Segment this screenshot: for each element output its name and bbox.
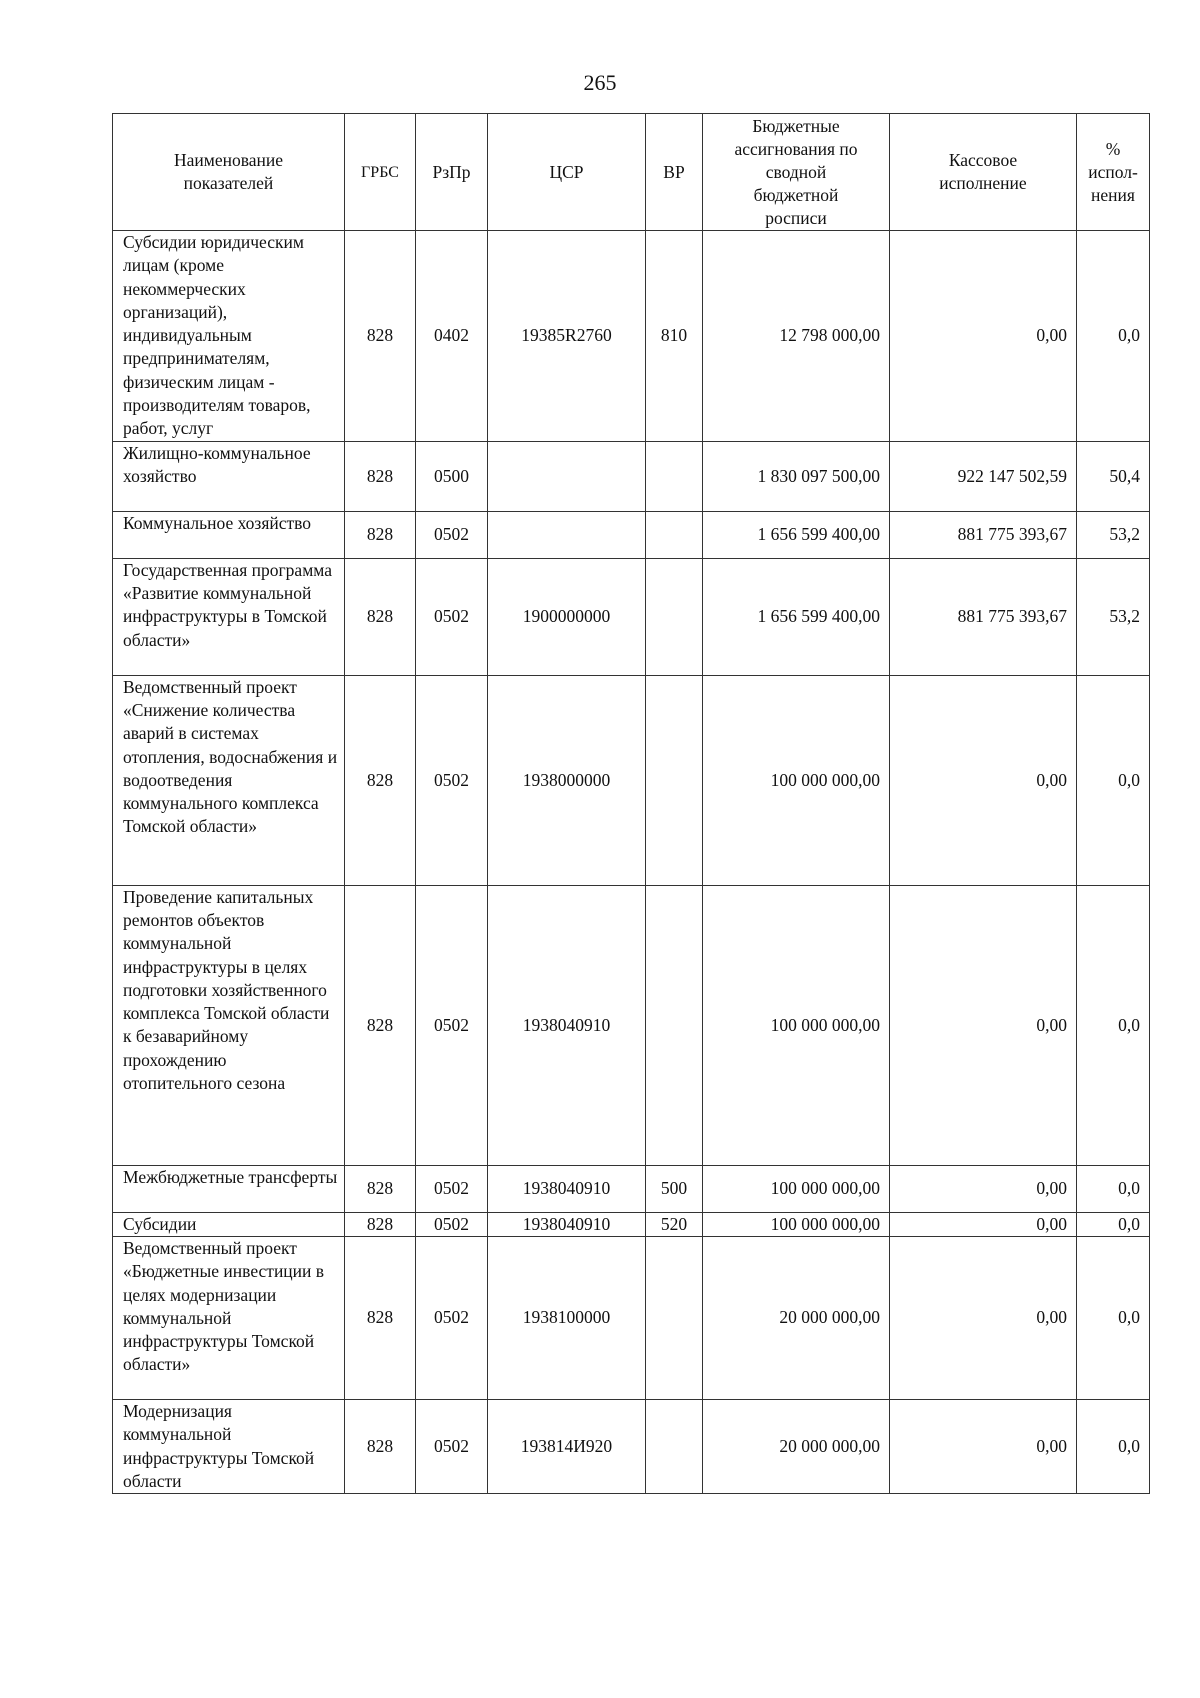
column-header-grbs: ГРБС [345, 114, 416, 231]
cell-vr [646, 558, 703, 675]
table-row [113, 1236, 1150, 1399]
cell-rzpr: 0502 [416, 885, 488, 1165]
table-row [113, 885, 1150, 1165]
cell-percent: 0,0 [1077, 675, 1150, 885]
column-header-csr: ЦСР [488, 114, 646, 231]
cell-name: Межбюджетные трансферты [113, 1165, 345, 1212]
table-row [113, 231, 1150, 442]
cell-execution: 0,00 [890, 885, 1077, 1165]
cell-vr [646, 511, 703, 558]
cell-rzpr: 0402 [416, 231, 488, 442]
budget-table [112, 113, 1150, 1494]
table-row [113, 558, 1150, 675]
cell-execution: 881 775 393,67 [890, 511, 1077, 558]
table-row [113, 441, 1150, 511]
cell-execution: 0,00 [890, 1212, 1077, 1236]
cell-assignments: 100 000 000,00 [703, 1165, 890, 1212]
cell-vr [646, 675, 703, 885]
cell-vr: 520 [646, 1212, 703, 1236]
cell-execution: 0,00 [890, 675, 1077, 885]
cell-name: Ведомственный проект «Снижение количества аварий в системах отопления, водоснабжения и водоотведения коммунального комплекса Томской области» [113, 675, 345, 885]
cell-vr: 810 [646, 231, 703, 442]
cell-execution: 922 147 502,59 [890, 441, 1077, 511]
column-header-name: Наименование показателей [113, 114, 345, 231]
cell-csr: 19385R2760 [488, 231, 646, 442]
column-header-execution: Кассовое исполнение [890, 114, 1077, 231]
cell-assignments: 1 656 599 400,00 [703, 511, 890, 558]
cell-name: Субсидии [113, 1212, 345, 1236]
table-row [113, 1165, 1150, 1212]
cell-assignments: 1 830 097 500,00 [703, 441, 890, 511]
cell-name: Коммунальное хозяйство [113, 511, 345, 558]
cell-rzpr: 0502 [416, 1212, 488, 1236]
cell-execution: 0,00 [890, 1236, 1077, 1399]
cell-vr [646, 885, 703, 1165]
cell-percent: 0,0 [1077, 1399, 1150, 1493]
cell-grbs: 828 [345, 231, 416, 442]
cell-csr: 193814И920 [488, 1399, 646, 1493]
cell-csr: 1938040910 [488, 1212, 646, 1236]
cell-grbs: 828 [345, 1212, 416, 1236]
table-row [113, 511, 1150, 558]
cell-assignments: 20 000 000,00 [703, 1399, 890, 1493]
cell-percent: 0,0 [1077, 231, 1150, 442]
cell-grbs: 828 [345, 558, 416, 675]
table-row [113, 1212, 1150, 1236]
cell-name: Проведение капитальных ремонтов объектов коммунальной инфраструктуры в целях подготовки хозяйственного комплекса Томской области к безаварийному прохождению отопительного сезона [113, 885, 345, 1165]
cell-grbs: 828 [345, 441, 416, 511]
cell-csr: 1938040910 [488, 1165, 646, 1212]
cell-assignments: 100 000 000,00 [703, 1212, 890, 1236]
cell-grbs: 828 [345, 1236, 416, 1399]
cell-grbs: 828 [345, 1399, 416, 1493]
cell-rzpr: 0500 [416, 441, 488, 511]
cell-grbs: 828 [345, 675, 416, 885]
table-row [113, 675, 1150, 885]
page-number: 265 [583, 70, 617, 95]
table-header-row [113, 114, 1150, 231]
cell-percent: 53,2 [1077, 558, 1150, 675]
cell-assignments: 100 000 000,00 [703, 675, 890, 885]
cell-percent: 0,0 [1077, 1236, 1150, 1399]
cell-percent: 0,0 [1077, 1212, 1150, 1236]
cell-execution: 881 775 393,67 [890, 558, 1077, 675]
cell-csr [488, 511, 646, 558]
cell-rzpr: 0502 [416, 558, 488, 675]
column-header-percent: % испол-нения [1077, 114, 1150, 231]
cell-csr: 1938040910 [488, 885, 646, 1165]
cell-assignments: 20 000 000,00 [703, 1236, 890, 1399]
column-header-rzpr: РзПр [416, 114, 488, 231]
cell-grbs: 828 [345, 885, 416, 1165]
cell-name: Государственная программа «Развитие коммунальной инфраструктуры в Томской области» [113, 558, 345, 675]
cell-csr: 1900000000 [488, 558, 646, 675]
cell-name: Жилищно-коммунальное хозяйство [113, 441, 345, 511]
column-header-vr: ВР [646, 114, 703, 231]
cell-rzpr: 0502 [416, 1399, 488, 1493]
cell-percent: 0,0 [1077, 885, 1150, 1165]
cell-csr [488, 441, 646, 511]
cell-vr [646, 1236, 703, 1399]
cell-vr [646, 441, 703, 511]
cell-assignments: 100 000 000,00 [703, 885, 890, 1165]
cell-rzpr: 0502 [416, 675, 488, 885]
cell-name: Модернизация коммунальной инфраструктуры Томской области [113, 1399, 345, 1493]
cell-execution: 0,00 [890, 231, 1077, 442]
cell-rzpr: 0502 [416, 1165, 488, 1212]
cell-csr: 1938100000 [488, 1236, 646, 1399]
cell-percent: 0,0 [1077, 1165, 1150, 1212]
cell-assignments: 1 656 599 400,00 [703, 558, 890, 675]
column-header-assignments: Бюджетные ассигнования по сводной бюджетной росписи [703, 114, 890, 231]
cell-execution: 0,00 [890, 1165, 1077, 1212]
cell-csr: 1938000000 [488, 675, 646, 885]
table-row [113, 1399, 1150, 1493]
cell-percent: 50,4 [1077, 441, 1150, 511]
table-body [113, 231, 1150, 1494]
cell-grbs: 828 [345, 1165, 416, 1212]
cell-rzpr: 0502 [416, 1236, 488, 1399]
cell-name: Субсидии юридическим лицам (кроме некоммерческих организаций), индивидуальным предпринимателям, физическим лицам - производителям товаров, работ, услуг [113, 231, 345, 442]
cell-execution: 0,00 [890, 1399, 1077, 1493]
cell-name: Ведомственный проект «Бюджетные инвестиции в целях модернизации коммунальной инфраструктуры Томской области» [113, 1236, 345, 1399]
cell-vr: 500 [646, 1165, 703, 1212]
cell-assignments: 12 798 000,00 [703, 231, 890, 442]
cell-vr [646, 1399, 703, 1493]
cell-rzpr: 0502 [416, 511, 488, 558]
cell-percent: 53,2 [1077, 511, 1150, 558]
cell-grbs: 828 [345, 511, 416, 558]
